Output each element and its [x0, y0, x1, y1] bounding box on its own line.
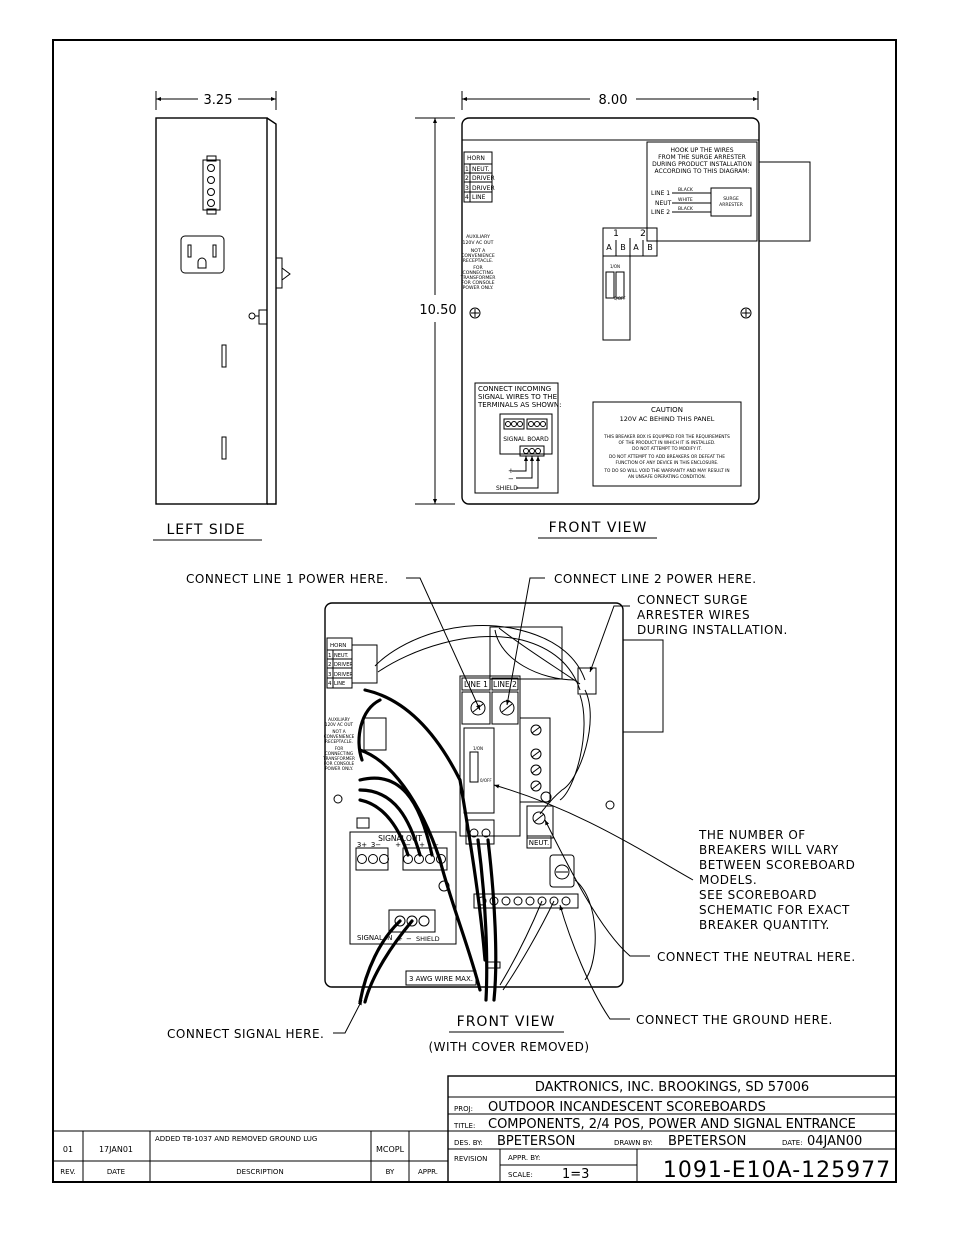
horn-label: [464, 152, 495, 202]
svg-text:CONNECTING: CONNECTING: [324, 751, 354, 756]
svg-text:CONVENIENCE: CONVENIENCE: [461, 254, 495, 259]
screw-icon: [334, 795, 342, 803]
revision-table: [53, 1131, 448, 1182]
svg-text:DESCRIPTION: DESCRIPTION: [236, 1168, 284, 1176]
svg-text:1: 1: [613, 229, 619, 239]
neutral-screw-icon: [533, 812, 545, 824]
title-block: [448, 1076, 896, 1183]
svg-text:NOT A: NOT A: [332, 729, 346, 734]
svg-text:1: 1: [328, 653, 332, 659]
svg-text:SCHEMATIC FOR EXACT: SCHEMATIC FOR EXACT: [699, 903, 850, 917]
company-name: DAKTRONICS, INC. BROOKINGS, SD 57006: [534, 1080, 810, 1095]
svg-text:2: 2: [640, 229, 646, 239]
svg-text:ACCORDING TO THIS DIAGRAM:: ACCORDING TO THIS DIAGRAM:: [654, 168, 750, 175]
svg-text:CONNECT INCOMING: CONNECT INCOMING: [478, 385, 552, 393]
svg-text:BLACK: BLACK: [678, 188, 693, 193]
svg-text:B: B: [647, 243, 653, 252]
svg-text:RECEPTACLE.: RECEPTACLE.: [462, 259, 494, 264]
svg-text:DATE: DATE: [106, 1168, 126, 1176]
svg-text:POWER ONLY.: POWER ONLY.: [324, 766, 354, 771]
screw-icon: [531, 749, 541, 759]
svg-text:REVISION: REVISION: [454, 1155, 488, 1163]
svg-text:THIS BREAKER BOX IS EQUIPPED F: THIS BREAKER BOX IS EQUIPPED FOR THE REQUIREMENTS: [604, 435, 730, 440]
svg-text:NEUT.: NEUT.: [334, 653, 349, 659]
front-view-open: [322, 603, 663, 1054]
svg-text:+: +: [395, 841, 401, 849]
aux-receptacle-open: [364, 718, 386, 750]
svg-text:DATE:: DATE:: [782, 1139, 803, 1147]
svg-text:SEE SCOREBOARD: SEE SCOREBOARD: [699, 888, 817, 902]
svg-text:A: A: [606, 243, 612, 252]
screw-icon: [606, 801, 614, 809]
project-name: OUTDOOR INCANDESCENT SCOREBOARDS: [488, 1100, 766, 1115]
svg-text:DRIVER: DRIVER: [472, 175, 495, 182]
latch-icon: [249, 258, 290, 324]
callout-surge: CONNECT SURGE: [637, 593, 749, 607]
svg-text:1: 1: [465, 166, 469, 173]
svg-text:3: 3: [465, 185, 469, 192]
callouts: [167, 572, 856, 1041]
svg-text:ADDED TB-1037 AND REMOVED GROU: ADDED TB-1037 AND REMOVED GROUND LUG: [155, 1135, 318, 1143]
screw-icon: [531, 781, 541, 791]
svg-text:−: −: [406, 935, 412, 943]
svg-text:CAUTION: CAUTION: [651, 406, 683, 414]
svg-text:NOT A: NOT A: [470, 249, 486, 254]
svg-text:1/ON: 1/ON: [610, 264, 621, 269]
svg-text:BLACK: BLACK: [678, 207, 693, 212]
svg-text:FROM THE SURGE ARRESTER: FROM THE SURGE ARRESTER: [658, 154, 746, 161]
drawing-border: [53, 40, 896, 1182]
line1-terminal-label: LINE 1: [464, 680, 488, 689]
svg-text:OUT: OUT: [406, 834, 422, 843]
svg-text:LINE 1: LINE 1: [651, 190, 671, 197]
svg-text:AUXILIARY: AUXILIARY: [328, 717, 350, 722]
aux-outlet-label: [460, 234, 497, 291]
left-side-view: [153, 91, 290, 540]
svg-text:1/ON: 1/ON: [473, 746, 484, 751]
svg-text:120V AC OUT: 120V AC OUT: [324, 722, 354, 727]
signal-instruction-label: [475, 383, 561, 493]
svg-text:SCALE:: SCALE:: [508, 1171, 533, 1179]
front-view: [415, 91, 810, 538]
svg-text:0/OFF: 0/OFF: [614, 296, 626, 301]
svg-text:3−: 3−: [370, 841, 382, 849]
horn-connector-icon: [203, 156, 220, 214]
front-view-label: FRONT VIEW: [548, 520, 648, 536]
svg-text:−: −: [433, 841, 439, 849]
left-width-dimension: [156, 91, 276, 110]
svg-text:4: 4: [465, 194, 469, 201]
svg-text:WHITE: WHITE: [678, 198, 693, 203]
svg-text:CONNECTING: CONNECTING: [462, 271, 494, 276]
svg-text:MCOPL: MCOPL: [375, 1145, 405, 1154]
svg-text:POWER ONLY.: POWER ONLY.: [462, 286, 494, 291]
left-side-label: LEFT SIDE: [166, 522, 246, 538]
svg-text:RECEPTACLE.: RECEPTACLE.: [325, 739, 353, 744]
horn-label-open: [327, 638, 353, 688]
svg-text:FOR: FOR: [473, 266, 483, 271]
svg-text:−: −: [405, 841, 411, 849]
ground-bar: [474, 894, 578, 908]
svg-text:BY: BY: [385, 1168, 395, 1176]
callout-line1: CONNECT LINE 1 POWER HERE.: [186, 572, 389, 586]
svg-text:DURING INSTALLATION.: DURING INSTALLATION.: [637, 623, 788, 637]
svg-text:FOR: FOR: [334, 746, 344, 751]
screw-icon: [470, 308, 480, 318]
svg-text:SIGNAL WIRES TO THE: SIGNAL WIRES TO THE: [478, 393, 557, 401]
enclosure-open: [325, 603, 623, 987]
screw-icon: [531, 765, 541, 775]
svg-text:HORN: HORN: [467, 155, 485, 162]
surge-instruction-label: [647, 142, 757, 241]
callout-line2: CONNECT LINE 2 POWER HERE.: [554, 572, 757, 586]
svg-text:REV.: REV.: [60, 1168, 76, 1176]
front-cover-panel: [462, 118, 759, 504]
svg-text:FOR CONSOLE: FOR CONSOLE: [461, 281, 495, 286]
svg-text:ARRESTER: ARRESTER: [719, 203, 743, 208]
svg-text:3+: 3+: [356, 841, 368, 849]
horn-connector-open: [352, 645, 377, 683]
svg-text:SHIELD: SHIELD: [416, 935, 440, 943]
drafter: BPETERSON: [668, 1134, 747, 1149]
svg-text:SIGNAL BOARD: SIGNAL BOARD: [503, 436, 549, 443]
svg-text:SIGNAL: SIGNAL: [378, 834, 406, 843]
svg-text:NEUT.: NEUT.: [472, 166, 490, 173]
svg-text:TO DO SO WILL VOID THE WARRANT: TO DO SO WILL VOID THE WARRANTY AND MAY RESULT IN: [604, 469, 730, 474]
side-slot-icon: [222, 345, 226, 367]
svg-text:SIGNAL IN: SIGNAL IN: [357, 934, 393, 942]
drawing-date: 04JAN00: [807, 1134, 863, 1149]
svg-text:LINE: LINE: [334, 681, 346, 687]
line1-screw-icon: [471, 701, 485, 715]
svg-text:TITLE:: TITLE:: [454, 1122, 476, 1130]
callout-signal: CONNECT SIGNAL HERE.: [167, 1027, 325, 1041]
svg-text:−: −: [508, 475, 514, 483]
svg-text:DRIVER: DRIVER: [334, 672, 353, 678]
front-height-value: 10.50: [419, 303, 457, 318]
aux-outlet-label-open: [322, 717, 355, 771]
breaker-assembly: [460, 676, 574, 887]
left-side-panel: [156, 118, 267, 504]
front-width-value: 8.00: [598, 93, 628, 108]
drawing-number: 1091-E10A-125977: [662, 1158, 892, 1183]
svg-text:FOR CONSOLE: FOR CONSOLE: [323, 761, 355, 766]
caution-label: [593, 402, 741, 486]
svg-text:SURGE: SURGE: [723, 197, 739, 202]
svg-text:3: 3: [328, 672, 332, 678]
svg-text:+: +: [508, 467, 514, 475]
designer: BPETERSON: [497, 1134, 576, 1149]
svg-text:LINE: LINE: [472, 194, 486, 201]
svg-text:PROJ:: PROJ:: [454, 1105, 474, 1113]
front-width-dimension: [462, 91, 758, 110]
svg-text:+: +: [397, 935, 403, 943]
callout-neutral: CONNECT THE NEUTRAL HERE.: [657, 950, 856, 964]
callout-breakers: THE NUMBER OF: [699, 828, 806, 842]
svg-text:120V AC BEHIND THIS PANEL: 120V AC BEHIND THIS PANEL: [619, 415, 715, 423]
left-width-value: 3.25: [203, 93, 233, 108]
front-view-open-sublabel: (WITH COVER REMOVED): [428, 1040, 590, 1054]
svg-text:SHIELD: SHIELD: [496, 485, 518, 492]
svg-text:17JAN01: 17JAN01: [98, 1145, 134, 1154]
surge-grommet: [578, 668, 596, 694]
svg-text:FUNCTION OF ANY DEVICE IN THIS: FUNCTION OF ANY DEVICE IN THIS ENCLOSURE.: [615, 461, 719, 466]
svg-text:DES. BY:: DES. BY:: [454, 1139, 483, 1147]
svg-text:DRIVER: DRIVER: [472, 185, 495, 192]
drawing-title: COMPONENTS, 2/4 POS, POWER AND SIGNAL ENTRANCE: [488, 1117, 856, 1132]
svg-text:APPR.: APPR.: [417, 1168, 439, 1176]
svg-text:BREAKER QUANTITY.: BREAKER QUANTITY.: [699, 918, 830, 932]
svg-text:B: B: [620, 243, 626, 252]
svg-text:MODELS.: MODELS.: [699, 873, 758, 887]
drawing-scale: 1=3: [562, 1167, 590, 1182]
svg-text:CONVENIENCE: CONVENIENCE: [323, 734, 355, 739]
breaker-window: [603, 228, 657, 340]
line2-terminal-label: LINE 2: [493, 680, 517, 689]
svg-text:HOOK UP THE WIRES: HOOK UP THE WIRES: [670, 147, 734, 154]
svg-text:0/OFF: 0/OFF: [480, 778, 492, 783]
side-slot-icon: [222, 437, 226, 459]
callout-ground: CONNECT THE GROUND HERE.: [636, 1013, 833, 1027]
svg-text:TERMINALS AS SHOWN:: TERMINALS AS SHOWN:: [478, 401, 562, 409]
svg-text:4: 4: [328, 681, 332, 687]
svg-text:LINE 2: LINE 2: [651, 209, 671, 216]
svg-text:DO NOT ATTEMPT TO MODIFY IT.: DO NOT ATTEMPT TO MODIFY IT.: [632, 447, 702, 452]
svg-text:2: 2: [328, 662, 332, 668]
receptacle-icon: [181, 236, 224, 273]
svg-text:AUXILIARY: AUXILIARY: [466, 235, 490, 240]
svg-text:DURING PRODUCT INSTALLATION: DURING PRODUCT INSTALLATION: [652, 161, 752, 168]
neutral-terminal-label: NEUT.: [528, 839, 550, 847]
front-view-open-label: FRONT VIEW: [456, 1014, 556, 1030]
screw-icon: [531, 725, 541, 735]
svg-text:A: A: [633, 243, 639, 252]
svg-text:3 AWG WIRE MAX.: 3 AWG WIRE MAX.: [408, 975, 474, 983]
svg-text:BREAKERS WILL VARY: BREAKERS WILL VARY: [699, 843, 839, 857]
svg-text:APPR. BY:: APPR. BY:: [508, 1154, 541, 1162]
signal-board: [350, 832, 456, 944]
svg-text:DRIVER: DRIVER: [334, 662, 353, 668]
svg-text:AN UNSAFE OPERATING CONDITION.: AN UNSAFE OPERATING CONDITION.: [627, 475, 707, 480]
svg-text:BETWEEN SCOREBOARD: BETWEEN SCOREBOARD: [699, 858, 856, 872]
svg-text:HORN: HORN: [330, 643, 347, 649]
svg-text:01: 01: [62, 1145, 74, 1154]
svg-text:ARRESTER WIRES: ARRESTER WIRES: [637, 608, 751, 622]
front-height-dimension: [415, 118, 457, 504]
screw-icon: [741, 308, 751, 318]
svg-text:OF THE PRODUCT IN WHICH IT IS: OF THE PRODUCT IN WHICH IT IS INSTALLED.: [618, 441, 716, 446]
svg-text:NEUT: NEUT: [655, 200, 672, 207]
svg-text:DRAWN BY:: DRAWN BY:: [614, 1139, 653, 1147]
svg-text:+: +: [419, 841, 425, 849]
svg-text:DO NOT ATTEMPT TO ADD BREAKERS: DO NOT ATTEMPT TO ADD BREAKERS OR DEFEAT THE: [608, 455, 726, 460]
svg-text:120V AC OUT: 120V AC OUT: [462, 241, 494, 246]
svg-text:TRANSFORMER: TRANSFORMER: [460, 276, 496, 281]
svg-text:2: 2: [465, 175, 469, 182]
svg-text:TRANSFORMER: TRANSFORMER: [323, 756, 355, 761]
